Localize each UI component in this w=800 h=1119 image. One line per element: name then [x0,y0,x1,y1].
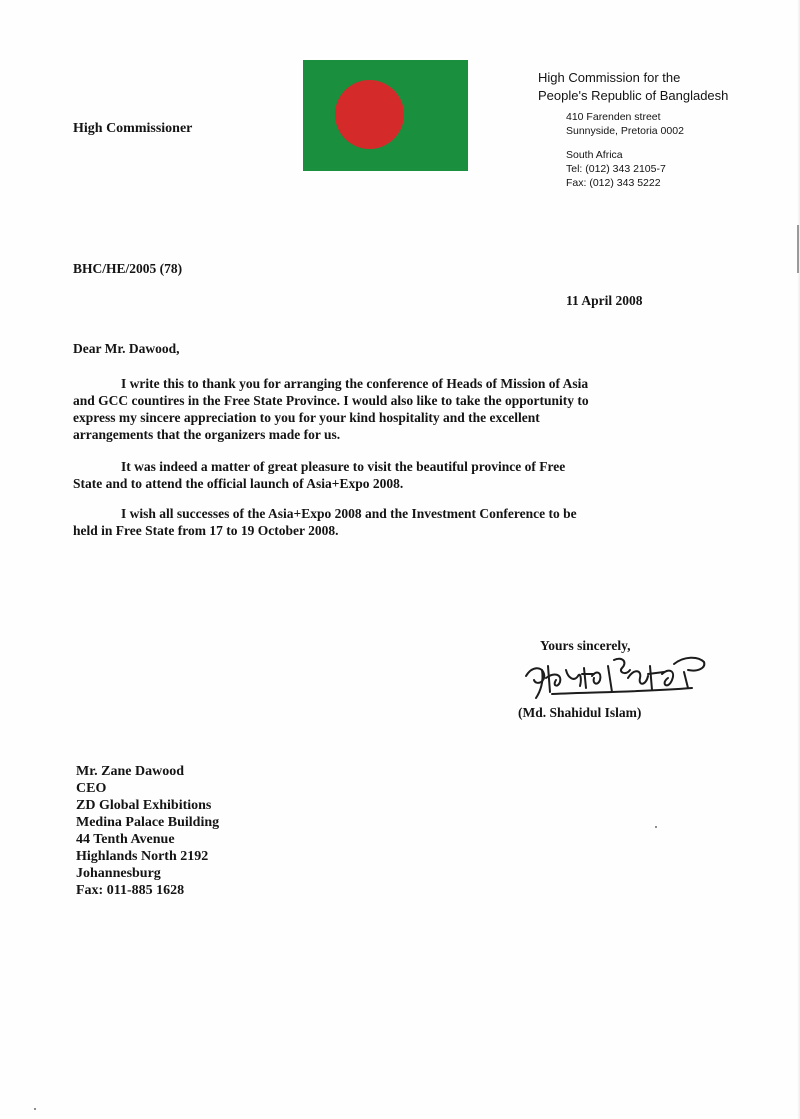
paragraph-wishes [73,505,663,539]
paragraph-visit [73,458,663,492]
sender-title: High Commissioner [73,121,193,136]
scan-mark [797,225,799,273]
address-street: 410 Farenden street [566,111,661,123]
paragraph-line: It was indeed a matter of great pleasure to visit the beautiful province of Free [121,459,566,474]
scan-speck [655,826,657,828]
paragraph-line: I write this to thank you for arranging the conference of Heads of Mission of Asia [121,376,589,391]
reference-number: BHC/HE/2005 (78) [73,261,183,276]
paragraph-line: I wish all successes of the Asia+Expo 2008 and the Investment Conference to be [121,506,577,521]
handwritten-signature-icon [522,652,707,702]
paragraph-line: arrangements that the organizers made for us. [73,427,341,442]
closing: Yours sincerely, [540,638,631,653]
address-fax: Fax: (012) 343 5222 [566,177,661,189]
signer-name: (Md. Shahidul Islam) [518,705,642,720]
address-country: South Africa [566,149,623,161]
organization-name [538,69,728,105]
address-city: Sunnyside, Pretoria 0002 [566,125,684,137]
organization-line-2: People's Republic of Bangladesh [538,88,729,103]
paragraph-line: and GCC countires in the Free State Province. I would also like to take the opportunity to [73,393,589,408]
letter-date: 11 April 2008 [566,293,643,308]
sender-address [566,110,684,190]
recipient-line: Mr. Zane Dawood [76,764,184,779]
recipient-line: Medina Palace Building [76,815,220,830]
paragraph-line: State and to attend the official launch of Asia+Expo 2008. [73,476,404,491]
recipient-line: ZD Global Exhibitions [76,798,212,813]
recipient-line: Highlands North 2192 [76,849,209,864]
recipient-line: Johannesburg [76,866,161,881]
organization-line-1: High Commission for the [538,70,681,85]
address-tel: Tel: (012) 343 2105-7 [566,163,666,175]
recipient-address [76,763,219,899]
recipient-line: Fax: 011-885 1628 [76,883,185,898]
flag-red-disc [335,80,404,149]
recipient-line: CEO [76,781,107,796]
recipient-line: 44 Tenth Avenue [76,832,175,847]
paragraph-line: held in Free State from 17 to 19 October 2008. [73,523,339,538]
paragraph-thanks [73,375,663,443]
paragraph-line: express my sincere appreciation to you for your kind hospitality and the excellent [73,410,540,425]
scan-speck [34,1108,36,1110]
bangladesh-flag-icon [303,60,468,171]
salutation: Dear Mr. Dawood, [73,341,180,356]
